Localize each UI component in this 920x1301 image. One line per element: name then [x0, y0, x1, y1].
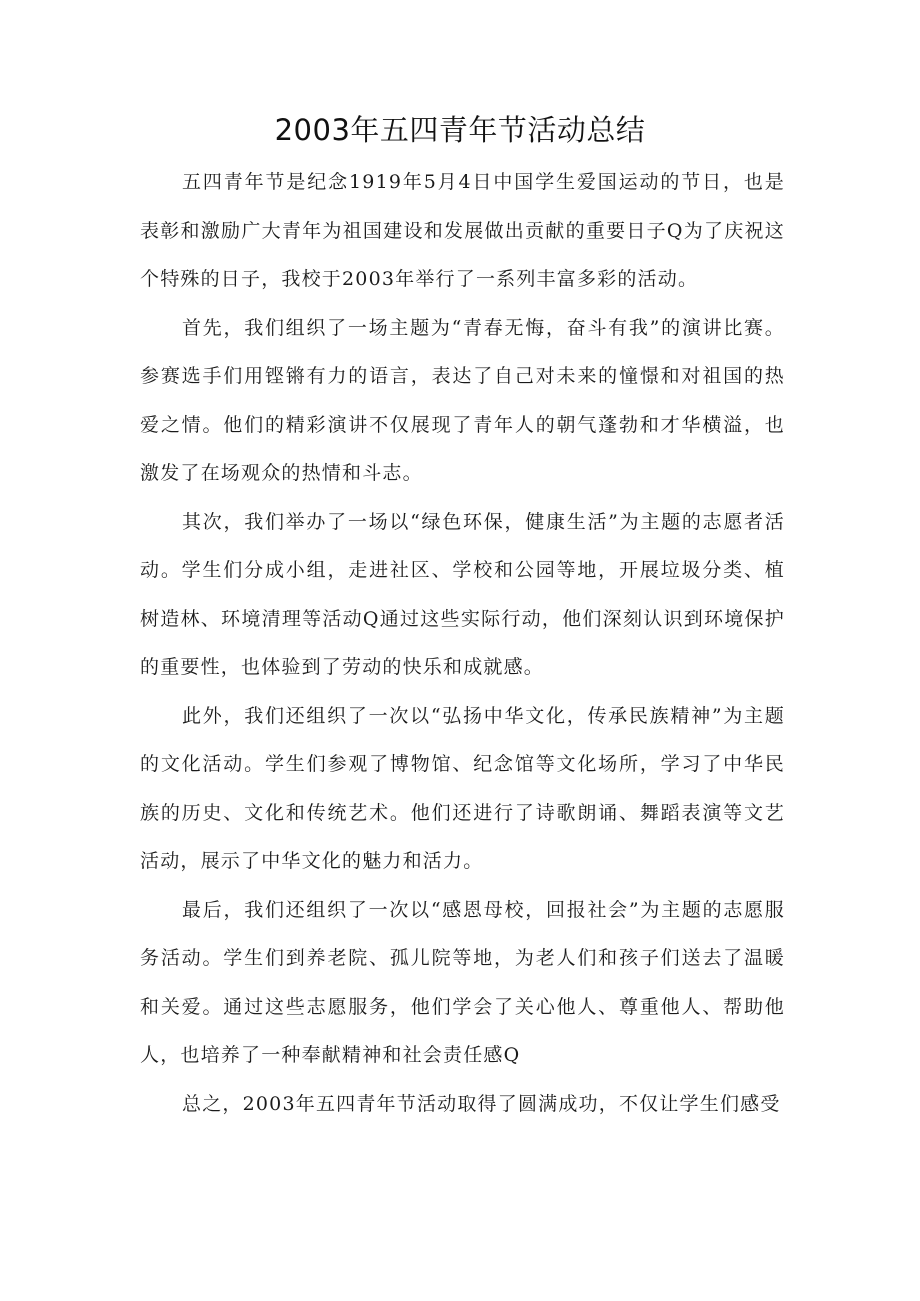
paragraph-volunteer-service: 最后，我们还组织了一次以“感恩母校，回报社会”为主题的志愿服务活动。学生们到养老院、孤儿院等地，为老人们和孩子们送去了温暖和关爱。通过这些志愿服务，他们学会了关心他人、尊重他人、帮助他人，也培养了一种奉献精神和社会责任感Q — [140, 898, 785, 1066]
paragraph-intro: 五四青年节是纪念1919年5月4日中国学生爱国运动的节日，也是表彰和激励广大青年为祖国建设和发展做出贡献的重要日子Q为了庆祝这个特殊的日子，我校于2003年举行了一系列丰富多彩的活动。 — [140, 171, 785, 290]
paragraph-speech-contest: 首先，我们组织了一场主题为“青春无悔，奋斗有我”的演讲比赛。参赛选手们用铿锵有力的语言，表达了自己对未来的憧憬和对祖国的热爱之情。他们的精彩演讲不仅展现了青年人的朝气蓬勃和才华横溢，也激发了在场观众的热情和斗志。 — [140, 316, 785, 484]
document-body — [140, 158, 785, 1128]
paragraph-volunteer-environment: 其次，我们举办了一场以“绿色环保，健康生活”为主题的志愿者活动。学生们分成小组，走进社区、学校和公园等地，开展垃圾分类、植树造林、环境清理等活动Q通过这些实际行动，他们深刻认识到环境保护的重要性，也体验到了劳动的快乐和成就感。 — [140, 510, 785, 678]
document-title: 2003年五四青年节活动总结 — [274, 113, 646, 147]
paragraph-culture-activity: 此外，我们还组织了一次以“弘扬中华文化，传承民族精神”为主题的文化活动。学生们参观了博物馆、纪念馆等文化场所，学习了中华民族的历史、文化和传统艺术。他们还进行了诗歌朗诵、舞蹈表演等文艺活动，展示了中华文化的魅力和活力。 — [140, 704, 785, 872]
paragraph-summary: 总之，2003年五四青年节活动取得了圆满成功，不仅让学生们感受 — [182, 1092, 781, 1115]
